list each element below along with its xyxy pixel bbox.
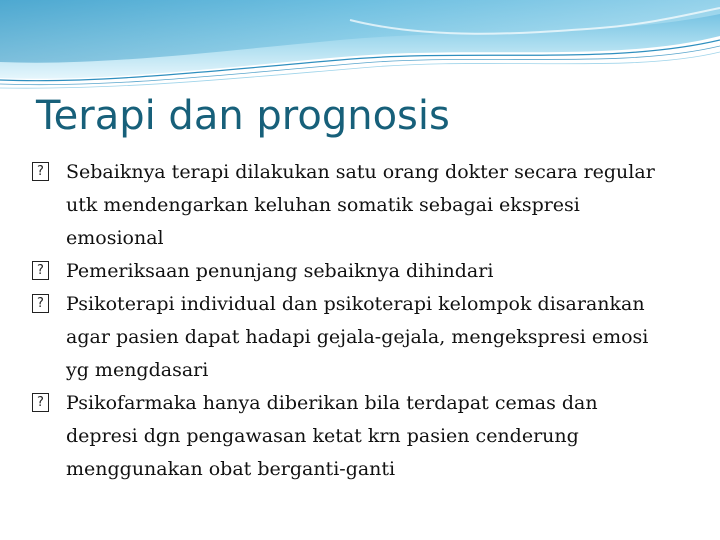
header-wave-decoration [0, 0, 720, 90]
bullet-item [30, 288, 670, 387]
bullet-item [30, 387, 670, 486]
slide-title: Terapi dan prognosis [36, 93, 450, 139]
bullet-text: Psikoterapi individual dan psikoterapi kelompok disarankan agar pasien dapat hadapi gejala-gejala, mengekspresi emosi yg mengdasari [66, 293, 649, 381]
missing-glyph-bullet-icon: ? [32, 162, 49, 181]
missing-glyph-bullet-icon: ? [32, 294, 49, 313]
bullet-text: Pemeriksaan penunjang sebaiknya dihindari [66, 260, 494, 282]
bullet-text: Psikofarmaka hanya diberikan bila terdapat cemas dan depresi dgn pengawasan ketat krn pasien cenderung menggunakan obat berganti-ganti [66, 392, 598, 480]
bullet-list [30, 156, 670, 486]
missing-glyph-bullet-icon: ? [32, 393, 49, 412]
bullet-item [30, 156, 670, 255]
missing-glyph-bullet-icon: ? [32, 261, 49, 280]
bullet-text: Sebaiknya terapi dilakukan satu orang dokter secara regular utk mendengarkan keluhan somatik sebagai ekspresi emosional [66, 161, 655, 249]
bullet-item [30, 255, 670, 288]
